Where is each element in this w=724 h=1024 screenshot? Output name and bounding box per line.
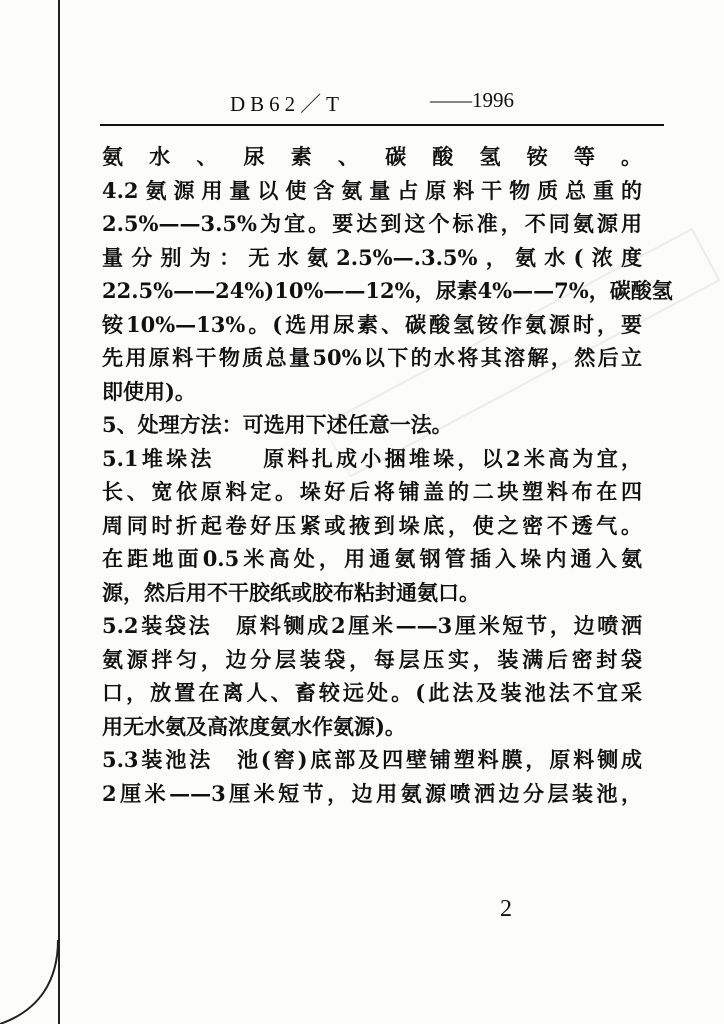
text-line: 量分别为：无水氨2.5%—.3.5%，氨水(浓度 <box>102 244 642 270</box>
text-line: 源，然后用不干胶纸或胶布粘封通氨口。 <box>102 579 480 605</box>
binding-edge-curve <box>0 940 80 1024</box>
text-line: 氨源拌匀，边分层装袋，每层压实，装满后密封袋 <box>102 646 642 672</box>
page-number: 2 <box>500 896 512 922</box>
page-header <box>100 88 660 122</box>
text-line: 先用原料干物质总量50%以下的水将其溶解，然后立 <box>102 345 642 370</box>
header-rule <box>100 124 664 126</box>
text-line: 5、处理方法：可选用下述任意一法。 <box>102 412 453 437</box>
text-line: 周同时折起卷好压紧或掖到垛底，使之密不透气。 <box>102 512 642 538</box>
text-line: 2厘米——3厘米短节，边用氨源喷洒边分层装池， <box>102 780 642 806</box>
text-line: 5.3装池法 池(窖)底部及四壁铺塑料膜，原料铡成 <box>102 747 642 772</box>
text-line: 用无水氨及高浓度氨水作氨源)。 <box>102 713 406 739</box>
body-text <box>102 140 673 810</box>
text-line: 2.5%——3.5%为宜。要达到这个标准，不同氨源用 <box>102 211 642 236</box>
text-line: 22.5%——24%)10%——12%，尿素4%——7%，碳酸氢 <box>102 278 673 303</box>
text-line: 铵10%—13%。(选用尿素、碳酸氢铵作氨源时，要 <box>102 311 642 337</box>
text-line: 4.2氨源用量以使含氨量占原料干物质总重的 <box>102 177 642 203</box>
standard-year: ——1996 <box>430 88 514 112</box>
text-line: 在距地面0.5米高处，用通氨钢管插入垛内通入氨 <box>102 546 642 571</box>
text-line: 5.2装袋法 原料铡成2厘米——3厘米短节，边喷洒 <box>102 613 642 638</box>
text-line: 长、宽依原料定。垛好后将铺盖的二块塑料布在四 <box>102 479 642 504</box>
text-line: 氨水、尿素、碳酸氢铵等。 <box>102 144 642 169</box>
text-line: 即使用)。 <box>102 378 196 404</box>
text-line: 5.1堆垛法 原料扎成小捆堆垛，以2米高为宜， <box>102 445 642 471</box>
standard-code: DB62／T <box>230 92 344 116</box>
binding-edge-line <box>58 0 60 1024</box>
text-line: 口，放置在离人、畜较远处。(此法及装池法不宜采 <box>102 680 642 705</box>
